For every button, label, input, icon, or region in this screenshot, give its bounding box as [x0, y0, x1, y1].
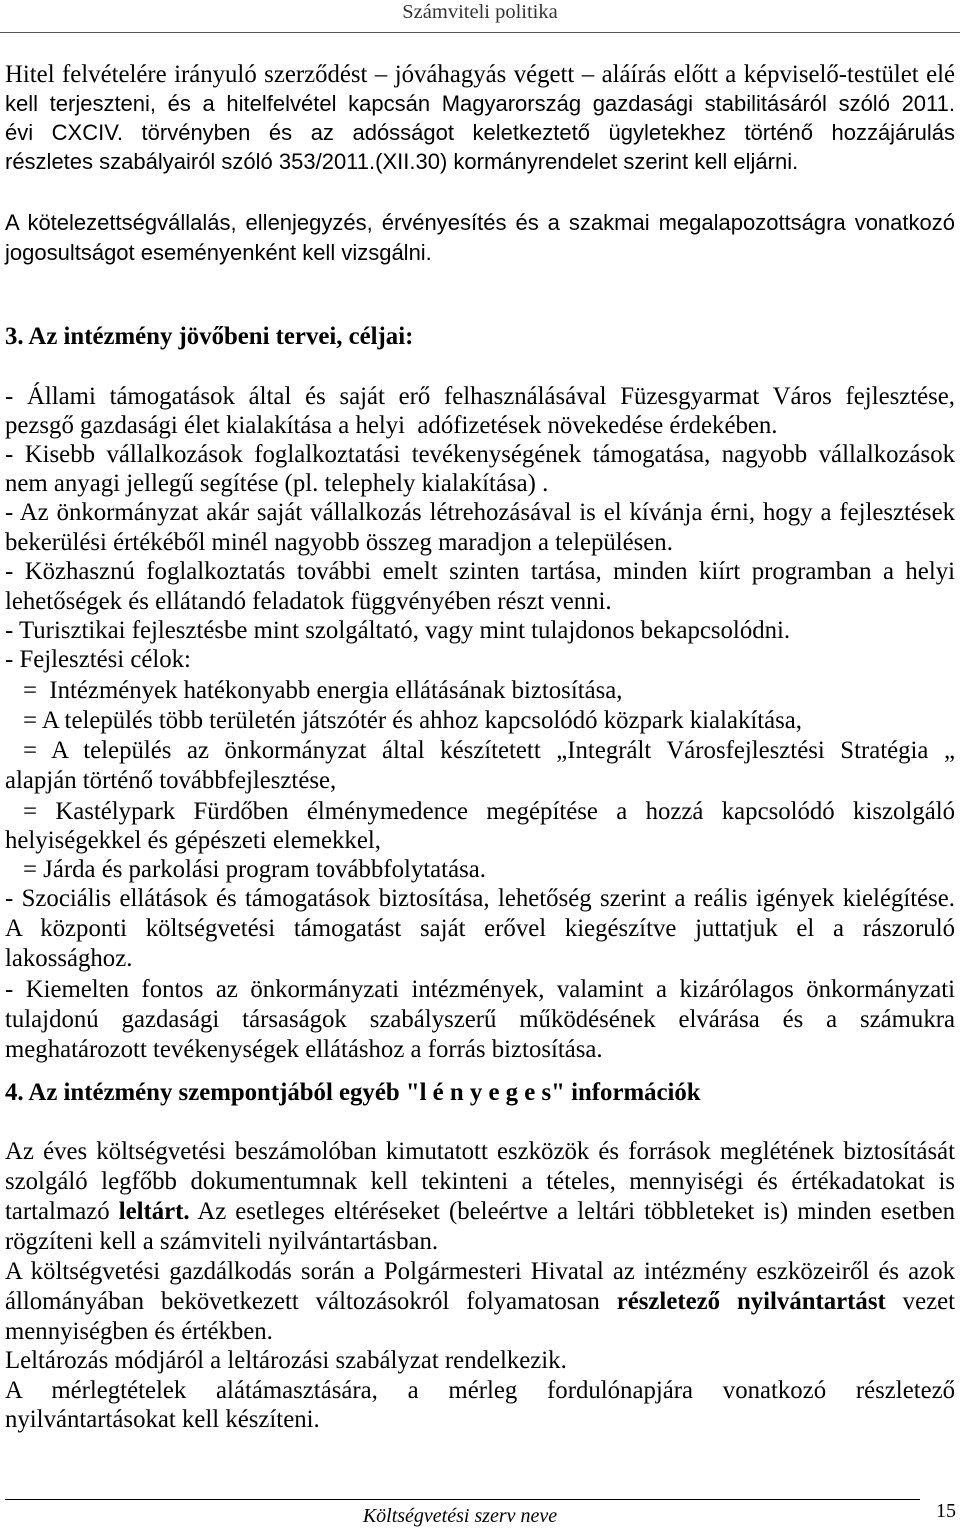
- goal-list-item: = A település az önkormányzat által készítetett „Integrált Városfejlesztési Stratégia „: [23, 737, 955, 764]
- info-text-line: [5, 1197, 955, 1227]
- plans-text-line: alapján történő továbbfejlesztése,: [5, 767, 337, 794]
- plans-text-line: bekerülési értékéből minél nagyobb összeg maradjon a településen.: [5, 529, 673, 556]
- plans-text-line: helyiségekkel és gépészeti elemekkel,: [5, 827, 381, 854]
- intro-text-line: Hitel felvételére irányuló szerződést – jóváhagyás végett – aláírás előtt a képviselő-testület elé: [5, 61, 955, 88]
- bold-emphasis: leltárt.: [118, 1198, 190, 1225]
- plans-text-line: lehetőségek és ellátandó feladatok függvényében részt venni.: [5, 588, 612, 615]
- info-text-line: szolgáló legfőbb dokumentumnak kell tekinteni a tételes, mennyiségi és értékadatokat is: [5, 1168, 955, 1195]
- plans-text-line: - Állami támogatások által és saját erő felhasználásával Füzesgyarmat Város fejlesztése,: [5, 383, 955, 410]
- header-divider: [0, 32, 960, 33]
- goal-list-item: = A település több területén játszótér és ahhoz kapcsolódó közpark kialakítása,: [23, 707, 802, 734]
- plans-text-line: - Turisztikai fejlesztésbe mint szolgáltató, vagy mint tulajdonos bekapcsolódni.: [5, 617, 791, 644]
- footer-org-name: Költségvetési szerv neve: [362, 1505, 558, 1527]
- intro-text-line: kell terjeszteni, és a hitelfelvétel kapcsán Magyarország gazdasági stabilitásáról szóló 2011.: [5, 91, 955, 116]
- text-segment: állományában bekövetkezett változásokról folyamatosan: [5, 1288, 617, 1315]
- plans-text-line: - Az önkormányzat akár saját vállalkozás létrehozásával is el kívánja érni, hogy a fejlesztések: [5, 499, 955, 526]
- plans-text-line: - Szociális ellátások és támogatások biztosítása, lehetőség szerint a reális igények kielégítése.: [5, 885, 955, 912]
- info-text-line: Leltározás módjáról a leltározási szabályzat rendelkezik.: [5, 1347, 567, 1374]
- intro-text-line: jogosultságot eseményenként kell vizsgálni.: [5, 240, 432, 265]
- plans-text-line: - Fejlesztési célok:: [5, 646, 191, 673]
- plans-text-line: meghatározott tevékenységek ellátáshoz a forrás biztosítása.: [5, 1036, 603, 1063]
- text-segment: tartalmazó: [5, 1198, 119, 1225]
- intro-text-line: részletes szabályairól szóló 353/2011.(XII.30) kormányrendelet szerint kell eljárni.: [5, 149, 799, 174]
- text-segment: vezet: [885, 1288, 955, 1315]
- section-3-heading: 3. Az intézmény jövőbeni tervei, céljai:: [5, 323, 414, 350]
- plans-text-line: - Kiemelten fontos az önkormányzati intézmények, valamint a kizárólagos önkormányzati: [5, 976, 955, 1003]
- goal-list-item: = Kastélypark Fürdőben élménymedence megépítése a hozzá kapcsolódó kiszolgáló: [23, 798, 955, 825]
- plans-text-line: A központi költségvetési támogatást saját erővel kiegészítve juttatjuk el a rászoruló: [5, 915, 955, 942]
- info-text-line: rögzíteni kell a számviteli nyilvántartásban.: [5, 1228, 439, 1255]
- plans-text-line: nem anyagi jellegű segítése (pl. telephely kialakítása) .: [5, 470, 549, 497]
- info-text-line: A költségvetési gazdálkodás során a Polgármesteri Hivatal az intézmény eszközeiről és azok: [5, 1258, 955, 1285]
- info-text-line: [5, 1287, 955, 1317]
- goal-list-item: = Járda és parkolási program továbbfolytatása.: [23, 856, 486, 883]
- page-number: 15: [936, 1500, 956, 1522]
- goal-list-item: = Intézmények hatékonyabb energia ellátásának biztosítása,: [23, 677, 623, 704]
- info-text-line: A mérlegtételek alátámasztására, a mérleg fordulónapjára vonatkozó részletező: [5, 1377, 955, 1404]
- plans-text-line: lakossághoz.: [5, 945, 133, 972]
- text-segment: Az esetleges eltéréseket (beleértve a leltári többleteket is) minden esetben: [189, 1198, 955, 1225]
- header-title: Számviteli politika: [402, 1, 558, 23]
- plans-text-line: pezsgő gazdasági élet kialakítása a helyi adófizetések növekedése érdekében.: [5, 412, 778, 439]
- section-4-heading: 4. Az intézmény szempontjából egyéb "l é n y e g e s" információk: [5, 1079, 701, 1106]
- plans-text-line: - Kisebb vállalkozások foglalkoztatási tevékenységének támogatása, nagyobb vállalkozások: [5, 441, 955, 468]
- plans-text-line: - Közhasznú foglalkoztatás további emelt szinten tartása, minden kiírt programban a helyi: [5, 558, 955, 585]
- info-text-line: nyilvántartásokat kell készíteni.: [5, 1406, 320, 1433]
- footer-divider: [5, 1499, 920, 1500]
- info-text-line: mennyiségben és értékben.: [5, 1318, 273, 1345]
- intro-text-line: A kötelezettségvállalás, ellenjegyzés, érvényesítés és a szakmai megalapozottságra vonatkozó: [5, 210, 955, 235]
- plans-text-line: tulajdonú gazdasági társaságok szabályszerű működésének elvárása és a számukra: [5, 1006, 955, 1033]
- info-text-line: Az éves költségvetési beszámolóban kimutatott eszközök és források meglétének biztosítását: [5, 1138, 955, 1165]
- intro-text-line: évi CXCIV. törvényben és az adósságot keletkeztető ügyletekhez történő hozzájárulás: [5, 120, 955, 145]
- bold-emphasis: részletező nyilvántartást: [616, 1288, 886, 1315]
